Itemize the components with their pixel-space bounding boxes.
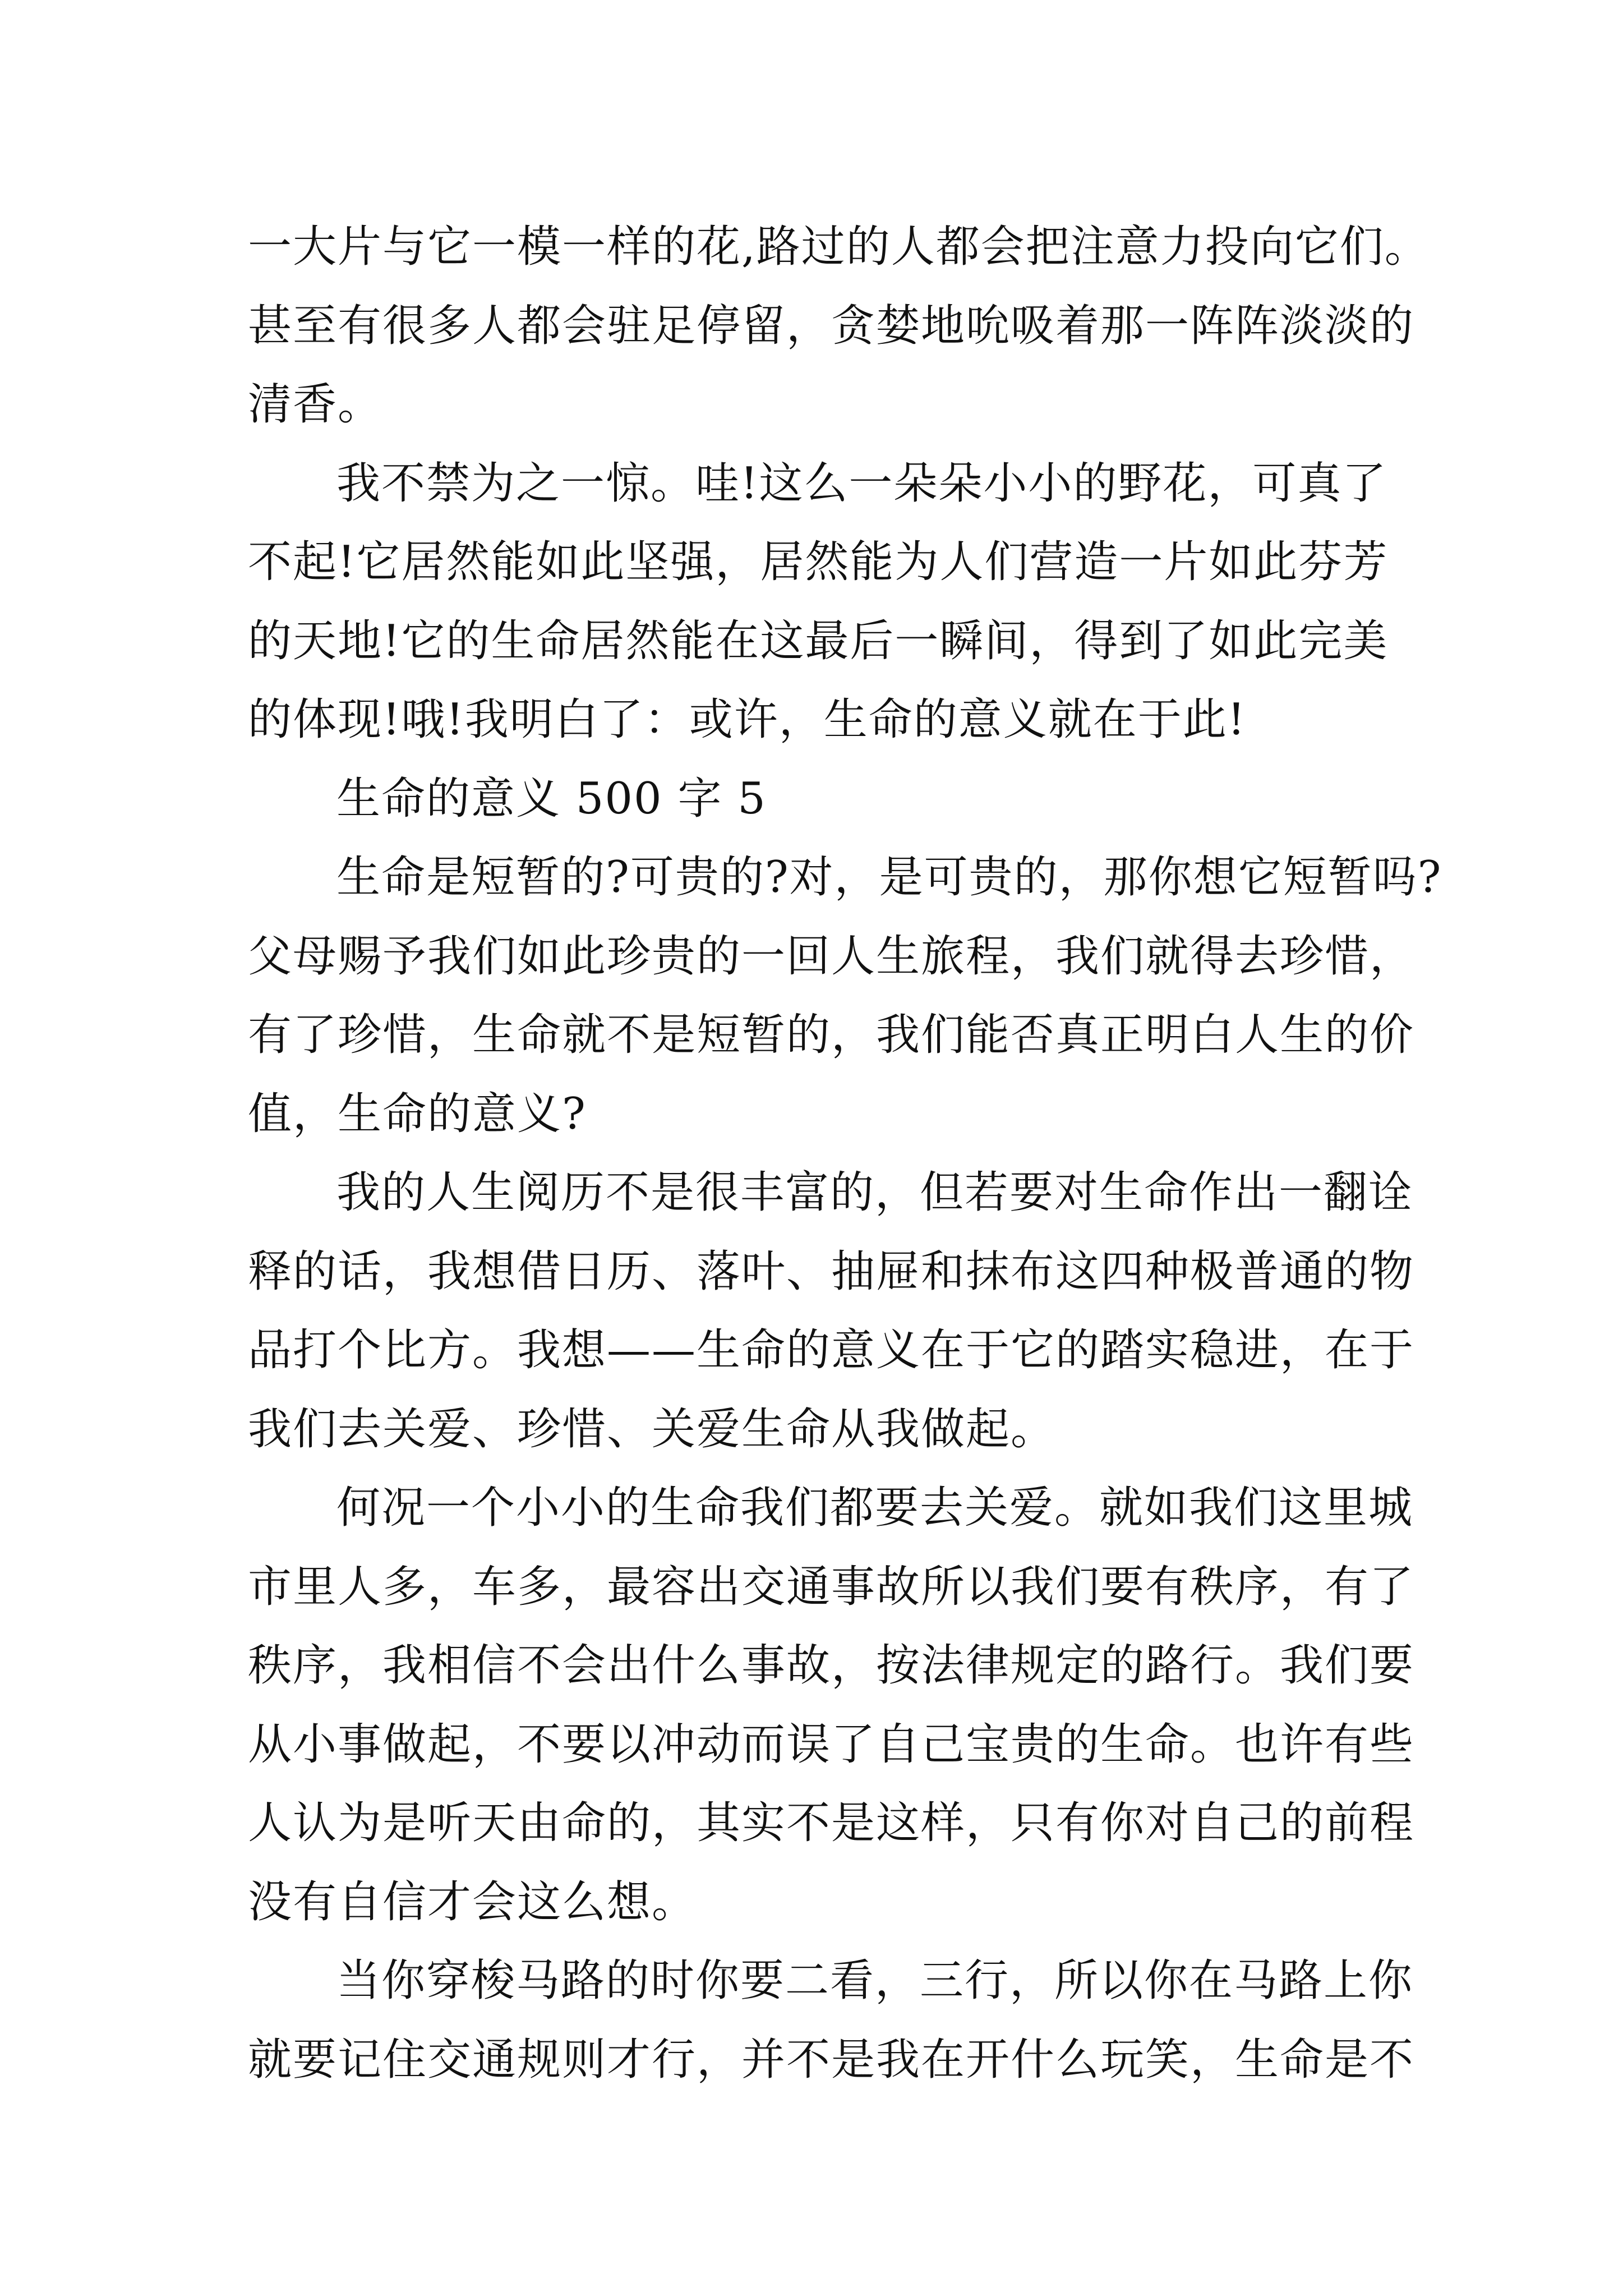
text-line: 不起!它居然能如此坚强，居然能为人们营造一片如此芬芳 — [248, 537, 1389, 587]
text-line: 有了珍惜，生命就不是短暂的，我们能否真正明白人生的价 — [248, 1010, 1415, 1060]
text-line: 没有自信才会这么想。 — [248, 1876, 697, 1927]
text-line: 值，生命的意义? — [248, 1088, 587, 1139]
text-line: 的天地!它的生命居然能在这最后一瞬间，得到了如此完美 — [248, 615, 1389, 666]
text-line: 的体现!哦!我明白了：或许，生命的意义就在于此! — [248, 694, 1247, 745]
text-line: 我的人生阅历不是很丰富的，但若要对生命作出一翻诠 — [336, 1167, 1414, 1218]
document-body — [248, 208, 1442, 2099]
text-line: 父母赐予我们如此珍贵的一回人生旅程，我们就得去珍惜， — [248, 931, 1415, 982]
text-line: 秩序，我相信不会出什么事故，按法律规定的路行。我们要 — [248, 1640, 1415, 1691]
text-line: 一大片与它一模一样的花,路过的人都会把注意力投向它们。 — [248, 222, 1430, 272]
text-line: 就要记住交通规则才行，并不是我在开什么玩笑，生命是不 — [248, 2034, 1415, 2085]
text-line: 品打个比方。我想——生命的意义在于它的踏实稳进，在于 — [248, 1325, 1415, 1375]
text-line: 市里人多，车多，最容出交通事故所以我们要有秩序，有了 — [248, 1561, 1415, 1612]
text-line: 生命的意义 500 字 5 — [336, 773, 767, 824]
text-line: 生命是短暂的?可贵的?对，是可贵的，那你想它短暂吗? — [336, 852, 1442, 903]
text-line: 从小事做起，不要以冲动而误了自己宝贵的生命。也许有些 — [248, 1719, 1415, 1770]
text-line: 我不禁为之一惊。哇!这么一朵朵小小的野花，可真了 — [336, 458, 1387, 509]
text-line: 人认为是听天由命的，其实不是这样，只有你对自己的前程 — [248, 1798, 1415, 1848]
text-line: 当你穿梭马路的时你要二看，三行，所以你在马路上你 — [336, 1955, 1414, 2006]
text-line: 甚至有很多人都会驻足停留，贪婪地吮吸着那一阵阵淡淡的 — [248, 300, 1415, 351]
text-line: 何况一个小小的生命我们都要去关爱。就如我们这里城 — [336, 1483, 1414, 1533]
text-line: 释的话，我想借日历、落叶、抽屉和抹布这四种极普通的物 — [248, 1246, 1415, 1297]
text-line: 清香。 — [248, 379, 383, 430]
text-line: 我们去关爱、珍惜、关爱生命从我做起。 — [248, 1404, 1056, 1455]
